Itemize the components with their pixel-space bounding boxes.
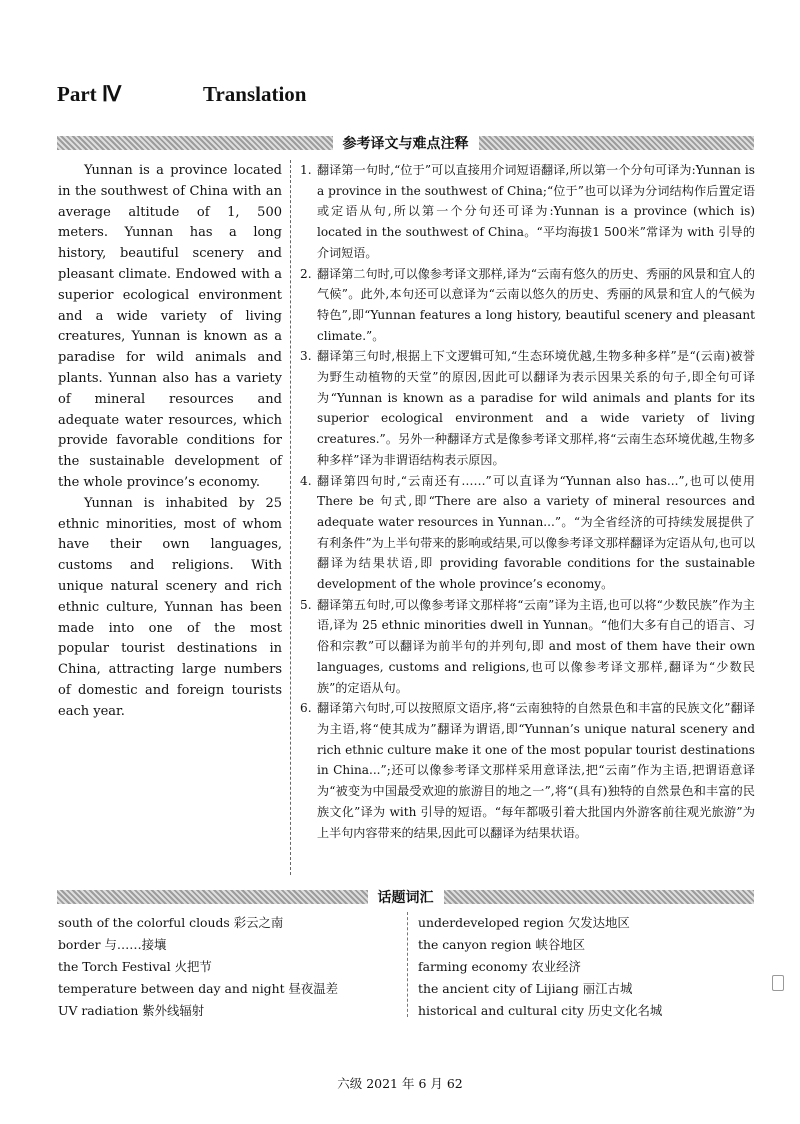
- note-number: 4.: [300, 473, 312, 488]
- notes-list: [300, 160, 755, 843]
- vocab-item: south of the colorful clouds 彩云之南: [58, 915, 284, 930]
- notes-heading: 参考译文与难点注释: [333, 133, 479, 153]
- note-number: 1.: [300, 163, 312, 177]
- vocab-item: underdeveloped region 欠发达地区: [418, 915, 630, 930]
- note-number: 6.: [300, 701, 312, 716]
- note-number: 5.: [300, 597, 312, 612]
- translation-paragraph-2: Yunnan is inhabited by 25 ethnic minorities, most of whom have their own languages, customs and religions. With unique natural scenery and rich ethnic culture, Yunnan has been made into one of the most popular tourist destinations in China, attracting large numbers of domestic and foreign tourists each year.: [58, 495, 282, 719]
- section-title: Translation: [203, 82, 307, 106]
- heading-texture-right: [444, 890, 755, 904]
- note-text: 翻译第三句时,根据上下文逻辑可知,“生态环境优越,生物多种多样”是“(云南)被誉为野生动植物的天堂”的原因,因此可以翻译为表示因果关系的句子,即全句可译为“Yunnan is known as a paradise for wild animals and plants for its superior ecological environment and a wide variety of living creatures.”。另外一种翻译方式是像参考译文那样,将“云南生态环境优越,生物多种多样”译为非谓语结构表示原因。: [317, 349, 755, 467]
- note-text: 翻译第六句时,可以按照原文语序,将“云南独特的自然景色和丰富的民族文化”翻译为主语,将“使其成为”翻译为谓语,即“Yunnan’s unique natural scenery and rich ethnic culture make it one of the most popular tourist destinations in China...”;还可以像参考译文那样采用意译法,把“云南”作为主语,把谓语意译为“被变为中国最受欢迎的旅游目的地之一”,将“(具有)独特的自然景色和丰富的民族文化”译为 with 引导的短语。“每年都吸引着大批国内外游客前往观光旅游”为上半句内容带来的结果,因此可以翻译为结果状语。: [317, 701, 755, 840]
- heading-texture-left: [57, 136, 333, 150]
- note-text: 翻译第五句时,可以像参考译文那样将“云南”译为主语,也可以将“少数民族”作为主语,译为 25 ethnic minorities dwell in Yunnan。“他们大多有自己的语言、习俗和宗教”可以翻译为前半句的并列句,即 and most of them have their own languages, customs and religions,也可以像参考译文那样,翻译为“少数民族”的定语从句。: [317, 597, 755, 695]
- reference-translation: [58, 161, 282, 723]
- note-text: 翻译第四句时,“云南还有……”可以直译为“Yunnan also has...”,也可以使用 There be 句式,即“There are also a variety of mineral resources and adequate water resources in Yunnan...”。“为全省经济的可持续发展提供了有利条件”为上半句带来的影响或结果,可以像参考译文那样翻译为定语从句,也可以翻译为结果状语,即 providing favorable conditions for the sustainable development of the whole province’s economy。: [317, 473, 755, 592]
- vocab-heading-band: [57, 887, 754, 907]
- column-divider: [290, 160, 291, 875]
- vocab-item: border 与……接壤: [58, 937, 167, 952]
- part-number: Part Ⅳ: [57, 82, 122, 106]
- note-item: [300, 595, 755, 699]
- page-footer: 六级 2021 年 6 月 62: [337, 1076, 463, 1091]
- note-item: [300, 160, 755, 264]
- margin-tab-mark: [772, 975, 784, 991]
- note-number: 2.: [300, 266, 312, 281]
- vocab-item: farming economy 农业经济: [418, 959, 581, 974]
- vocab-heading: 话题词汇: [368, 887, 444, 907]
- note-number: 3.: [300, 349, 312, 364]
- heading-texture-right: [479, 136, 755, 150]
- note-item: [300, 698, 755, 843]
- note-item: [300, 471, 755, 595]
- heading-texture-left: [57, 890, 368, 904]
- vocab-item: temperature between day and night 昼夜温差: [58, 981, 339, 996]
- page-title: [57, 82, 306, 107]
- vocab-item: historical and cultural city 历史文化名城: [418, 1003, 663, 1018]
- note-item: [300, 346, 755, 470]
- note-text: 翻译第二句时,可以像参考译文那样,译为“云南有悠久的历史、秀丽的风景和宜人的气候”。此外,本句还可以意译为“云南以悠久的历史、秀丽的风景和宜人的气候为特色”,即“Yunnan features a long history, beautiful scenery and pleasant climate.”。: [317, 266, 755, 343]
- note-item: [300, 264, 755, 347]
- vocab-list-left: [58, 912, 338, 1022]
- translation-paragraph-1: Yunnan is a province located in the southwest of China with an average altitude of 1, 500 meters. Yunnan has a long history, beautiful scenery and pleasant climate. Endowed with a superior ecological environment and a wide variety of living creatures, Yunnan is known as a paradise for wild animals and plants. Yunnan also has a variety of mineral resources and adequate water resources, which provide favorable conditions for the sustainable development of the whole province’s economy.: [58, 163, 282, 490]
- vocab-divider: [407, 912, 408, 1017]
- note-text: 翻译第一句时,“位于”可以直接用介词短语翻译,所以第一个分句可译为:Yunnan is a province in the southwest of China;“位于”也可以译为分词结构作后置定语或定语从句,所以第一个分句还可译为:Yunnan is a province (which is) located in the southwest of China。“平均海拔1 500米”常译为 with 引导的介词短语。: [317, 163, 755, 260]
- notes-heading-band: [57, 133, 754, 153]
- vocab-item: the ancient city of Lijiang 丽江古城: [418, 981, 633, 996]
- vocab-item: the Torch Festival 火把节: [58, 959, 212, 974]
- vocab-item: the canyon region 峡谷地区: [418, 937, 586, 952]
- vocab-item: UV radiation 紫外线辐射: [58, 1003, 205, 1018]
- vocab-list-right: [418, 912, 662, 1022]
